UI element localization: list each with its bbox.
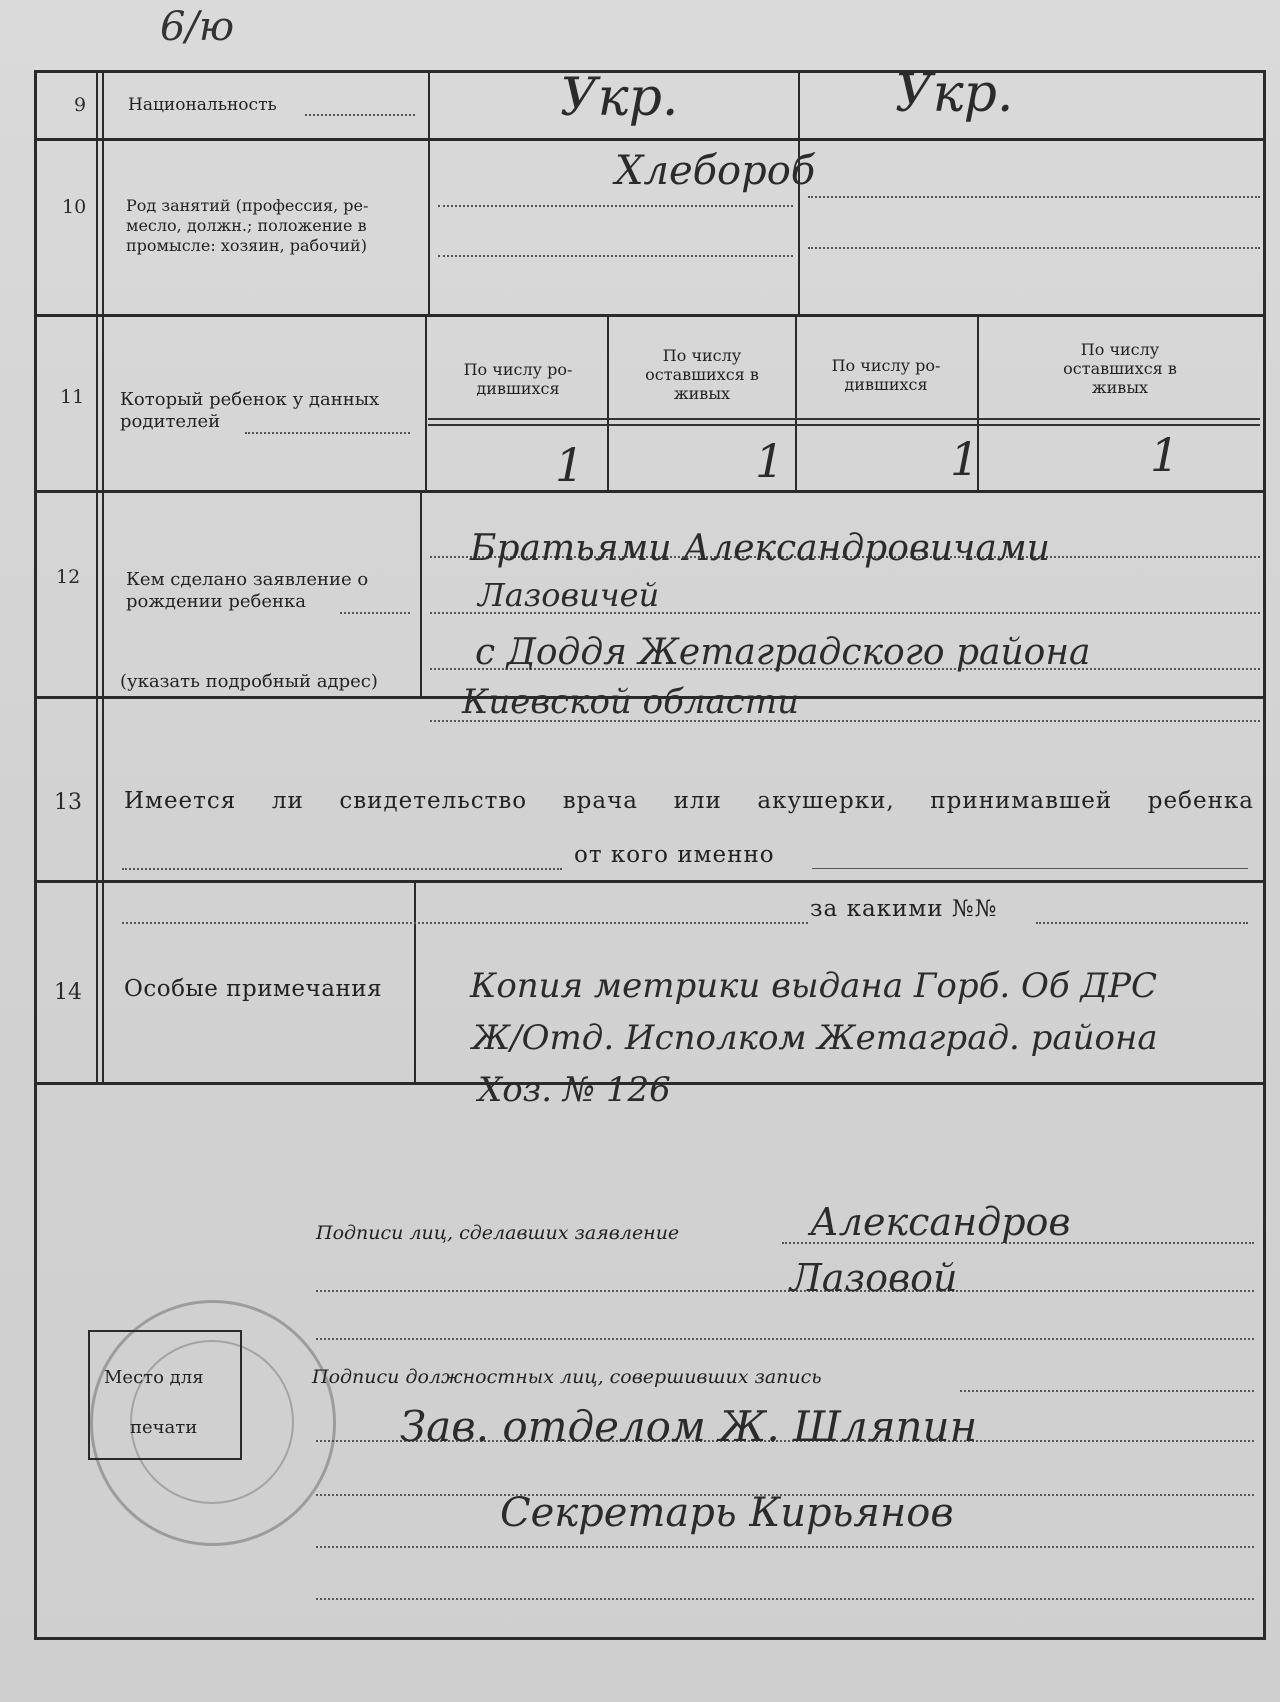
header-underline (428, 418, 1260, 420)
declarant-address-line: с Доддя Жетаградского района (475, 632, 1091, 673)
dot-leader (305, 114, 415, 116)
row-divider (34, 314, 1266, 317)
col-header-living-mother: По числу оставшихся в живых (1063, 340, 1177, 397)
occupation-label-line: Род занятий (профессия, ре- (126, 196, 369, 215)
value-living-father: 1 (755, 434, 785, 488)
col-header-living-father: По числу оставшихся в живых (645, 346, 759, 403)
fill-line (438, 255, 793, 257)
official-signature: Зав. отделом Ж. Шляпин (400, 1402, 978, 1451)
row-number: 14 (54, 980, 82, 1005)
certificate-question: Имеется ли свидетельство врача или акушерки, принимавшей ребенка (124, 788, 1254, 814)
seal-place-label: Место для (104, 1367, 204, 1388)
seal-place-label: печати (130, 1417, 198, 1438)
declarant-address-line: Киевской области (462, 682, 799, 722)
fill-line (1036, 922, 1248, 924)
special-notes-line: Ж/Отд. Исполком Жетаград. района (472, 1018, 1158, 1058)
applicant-signatures-label: Подписи лиц, сделавших заявление (316, 1222, 680, 1244)
value-living-mother: 1 (1150, 428, 1180, 482)
label-column-line (425, 314, 427, 490)
row-number: 10 (62, 196, 87, 218)
numbers-label: за какими №№ (810, 896, 998, 922)
signature-line (960, 1390, 1254, 1392)
label-column-line (420, 490, 422, 696)
child-order-label-line: родителей (120, 411, 221, 432)
signature-line (316, 1290, 1254, 1292)
declarant-label-line: рождении ребенка (126, 591, 307, 612)
label-column-line (414, 880, 416, 1082)
special-notes-line: Копия метрики выдана Горб. Об ДРС (470, 966, 1157, 1006)
number-column-line (102, 70, 104, 1082)
parent-column-line (795, 314, 797, 490)
number-column-line (96, 70, 98, 1082)
special-notes-line: Хоз. № 126 (478, 1070, 671, 1110)
corner-mark: 6/ю (160, 4, 235, 50)
header-underline (428, 424, 1260, 426)
dot-leader (245, 432, 410, 434)
value-born-mother: 1 (950, 432, 980, 486)
occupation-label-line: месло, должн.; положение в (126, 216, 367, 235)
child-order-label-line: Который ребенок у данных (120, 389, 380, 410)
official-signature: Секретарь Кирьянов (500, 1490, 954, 1536)
fill-line (808, 196, 1260, 198)
declarant-label-line: Кем сделано заявление о (126, 569, 369, 590)
dot-leader (340, 612, 410, 614)
value-born-father: 1 (555, 438, 585, 492)
fill-line (808, 247, 1260, 249)
fill-line (122, 922, 808, 924)
applicant-signature: Александров (810, 1200, 1071, 1244)
row-divider (34, 490, 1266, 493)
declarant-name-line: Братьями Александровичами (470, 528, 1050, 569)
occupation-value: Хлебороб (615, 148, 816, 194)
row-divider (34, 138, 1266, 141)
occupation-label-line: промысле: хозяин, рабочий) (126, 236, 367, 255)
label-column-line (428, 70, 430, 314)
signature-line (316, 1338, 1254, 1340)
row-number: 12 (56, 566, 81, 588)
fill-line (812, 868, 1248, 869)
sub-column-line (607, 314, 609, 490)
address-label: (указать подробный адрес) (120, 671, 378, 692)
nationality-label: Национальность (128, 95, 277, 115)
declarant-name-line: Лазовичей (478, 576, 660, 614)
signature-line (316, 1546, 1254, 1548)
father-nationality: Укр. (560, 68, 679, 128)
fill-line (122, 868, 562, 870)
seal-place-box (88, 1330, 242, 1460)
row-number: 13 (54, 790, 82, 815)
official-signatures-label: Подписи должностных лиц, совершивших запись (312, 1366, 822, 1388)
row-number: 11 (60, 386, 85, 408)
mother-nationality: Укр. (895, 64, 1014, 124)
special-notes-label: Особые примечания (124, 976, 383, 1002)
from-whom-label: от кого именно (574, 842, 775, 868)
col-header-born-mother: По числу ро- дившихся (831, 356, 941, 394)
fill-line (438, 205, 793, 207)
applicant-signature: Лазовой (790, 1256, 958, 1300)
signature-line (316, 1598, 1254, 1600)
row-number: 9 (74, 94, 87, 116)
col-header-born-father: По числу ро- дившихся (463, 360, 573, 398)
row-divider (34, 880, 1266, 883)
